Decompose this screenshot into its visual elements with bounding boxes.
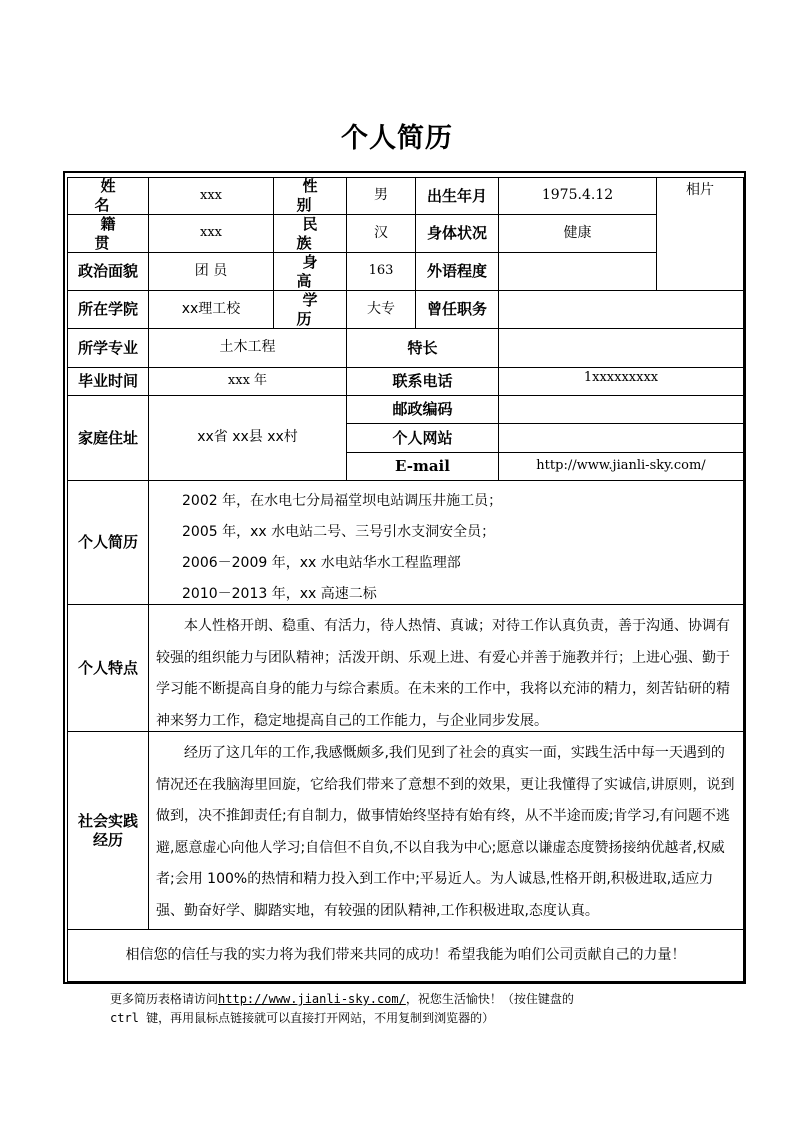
value-school: xx理工校 (148, 290, 274, 329)
value-ethnic: 汉 (346, 214, 416, 253)
label-political: 政治面貌 (67, 252, 149, 291)
label-email: E-mail (346, 452, 499, 481)
value-name: xxx (148, 177, 274, 215)
label-history: 个人简历 (67, 480, 149, 605)
practice-text: 经历了这几年的工作,我感慨颇多,我们见到了社会的真实一面，实践生活中每一天遇到的情况还在我脑海里回旋，它给我们带来了意想不到的效果，更让我懂得了实诚信,讲原则，说到做到，决不推卸责任;有自制力，做事情始终坚持有始有终，从不半途而废;肯学习,有问题不逃避,愿意虚心向他人学习;自信但不自负,不以自我为中心;愿意以谦虚态度赞扬接纳优越者,权威者;会用 100%的热情和精力投入到工作中;平易近人。为人诚恳,性格开朗,积极进取,适应力强、勤奋好学、脚踏实地，有较强的团队精神,工作积极进取,态度认真。 (148, 731, 744, 930)
label-height: 身 高 (273, 252, 347, 291)
value-major: 土木工程 (148, 328, 347, 368)
label-education: 学 历 (273, 290, 347, 329)
resume-table (63, 171, 746, 984)
value-email[interactable]: http://www.jianli-sky.com/ (498, 452, 744, 481)
label-native: 籍 贯 (67, 214, 149, 253)
value-specialty (498, 328, 744, 368)
value-phone: 1xxxxxxxxx (498, 367, 744, 396)
footer-suffix: ，祝您生活愉快！（按住键盘的 (405, 992, 574, 1006)
label-traits: 个人特点 (67, 604, 149, 732)
value-health: 健康 (498, 214, 657, 253)
label-position: 曾任职务 (415, 290, 499, 329)
value-grad-time: xxx 年 (148, 367, 347, 396)
label-name: 姓 名 (67, 177, 149, 215)
label-address: 家庭住址 (67, 395, 149, 481)
label-language: 外语程度 (415, 252, 499, 291)
value-postcode (498, 395, 744, 424)
value-political: 团 员 (148, 252, 274, 291)
label-practice-line1: 社会实践 (77, 811, 138, 830)
value-gender: 男 (346, 177, 416, 215)
history-item: 2002 年，在水电七分局福堂坝电站调压井施工员； (182, 493, 503, 509)
label-health: 身体状况 (415, 214, 499, 253)
page-title: 个人简历 (341, 123, 453, 154)
label-major: 所学专业 (67, 328, 149, 368)
value-height: 163 (346, 252, 416, 291)
value-native: xxx (148, 214, 274, 253)
label-grad-time: 毕业时间 (67, 367, 149, 396)
label-school: 所在学院 (67, 290, 149, 329)
history-item: 2010－2013 年，xx 高速二标 (182, 586, 377, 602)
label-postcode: 邮政编码 (346, 395, 499, 424)
history-list (148, 480, 744, 605)
footer-prefix: 更多简历表格请访问 (110, 992, 219, 1006)
closing-statement: 相信您的信任与我的实力将为我们带来共同的成功！希望我能为咱们公司贡献自己的力量！ (67, 929, 744, 982)
value-position (498, 290, 744, 329)
photo-box: 相片 (656, 177, 744, 291)
footer-line-1 (110, 990, 750, 1009)
value-language (498, 252, 657, 291)
label-specialty: 特长 (346, 328, 499, 368)
label-practice-line2: 经历 (92, 830, 123, 849)
footer-line-2: ctrl 键，再用鼠标点链接就可以直接打开网站，不用复制到浏览器的） (110, 1011, 495, 1025)
history-item: 2006－2009 年，xx 水电站华水工程监理部 (182, 555, 461, 571)
label-ethnic: 民 族 (273, 214, 347, 253)
label-website: 个人网站 (346, 423, 499, 453)
footer-note (110, 990, 750, 1028)
value-education: 大专 (346, 290, 416, 329)
label-phone: 联系电话 (346, 367, 499, 396)
value-birth: 1975.4.12 (498, 177, 657, 215)
value-address: xx省 xx县 xx村 (148, 395, 347, 481)
label-practice (67, 731, 149, 930)
label-gender: 性 别 (273, 177, 347, 215)
label-birth: 出生年月 (415, 177, 499, 215)
history-item: 2005 年，xx 水电站二号、三号引水支洞安全员； (182, 524, 496, 540)
traits-text: 本人性格开朗、稳重、有活力，待人热情、真诚；对待工作认真负责，善于沟通、协调有较强的组织能力与团队精神；活泼开朗、乐观上进、有爱心并善于施教并行；上进心强、勤于学习能不断提高自身的能力与综合素质。在未来的工作中，我将以充沛的精力，刻苦钻研的精神来努力工作，稳定地提高自己的工作能力，与企业同步发展。 (148, 604, 744, 732)
value-website (498, 423, 744, 453)
footer-link[interactable]: http://www.jianli-sky.com/ (218, 992, 406, 1006)
